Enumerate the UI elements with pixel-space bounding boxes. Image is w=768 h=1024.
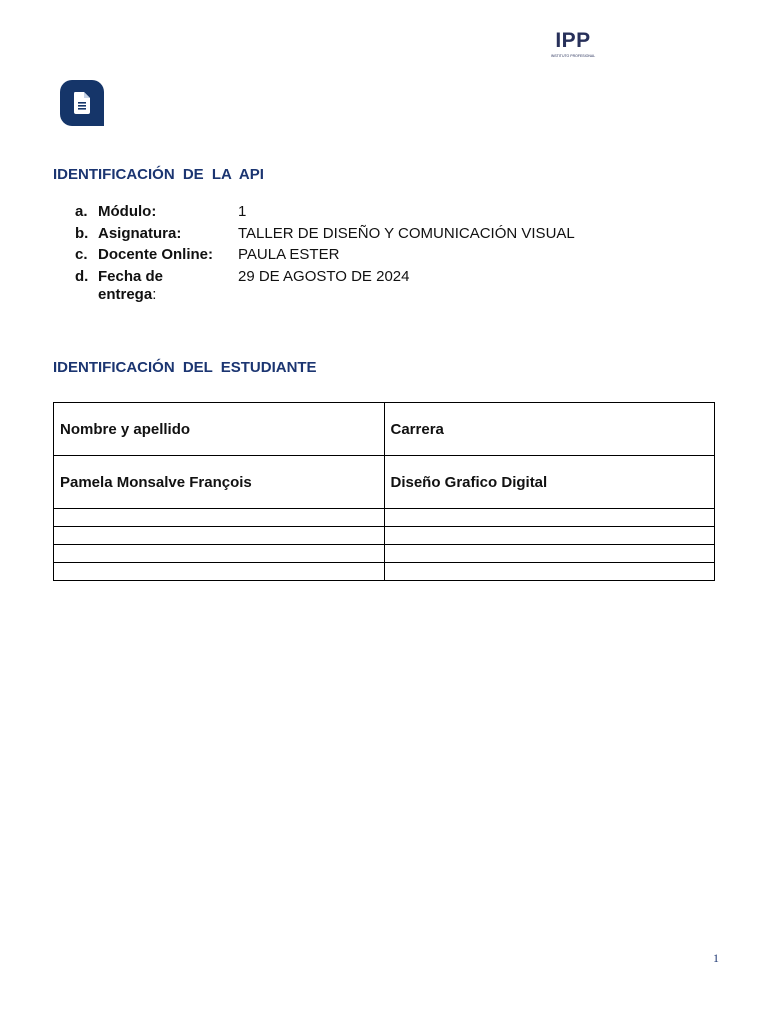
module-label: Módulo: — [98, 203, 157, 220]
list-marker: b. — [75, 224, 89, 242]
institution-logo — [548, 30, 598, 59]
teacher-value: PAULA ESTER — [238, 246, 340, 263]
due-date-label-line2: entrega — [98, 285, 153, 303]
table-row — [54, 509, 715, 527]
document-icon — [73, 92, 91, 114]
table-row — [54, 563, 715, 581]
due-date-label — [98, 268, 238, 304]
list-marker: c. — [75, 246, 88, 263]
document-badge — [60, 80, 104, 126]
teacher-label: Docente Online: — [98, 246, 214, 263]
header-cell-career: Carrera — [384, 403, 715, 456]
table-cell — [54, 545, 385, 563]
subject-value: TALLER DE DISEÑO Y COMUNICACIÓN VISUAL — [238, 224, 575, 242]
table-cell — [54, 509, 385, 527]
table-cell — [384, 563, 715, 581]
header-cell-name: Nombre y apellido — [54, 403, 385, 456]
logo-subtext: INSTITUTO PROFESIONAL — [550, 54, 596, 58]
api-section-title: IDENTIFICACIÓN DE LA API — [53, 166, 264, 183]
due-date-value: 29 DE AGOSTO DE 2024 — [238, 267, 410, 285]
student-section-title: IDENTIFICACIÓN DEL ESTUDIANTE — [53, 359, 317, 376]
info-row-subject — [75, 225, 675, 243]
info-row-teacher — [75, 246, 675, 264]
table-cell — [384, 509, 715, 527]
table-row — [54, 456, 715, 509]
subject-label: Asignatura: — [98, 224, 182, 242]
module-value: 1 — [238, 203, 247, 220]
table-header-row — [54, 403, 715, 456]
due-date-label-colon: : — [152, 285, 157, 303]
list-marker: a. — [75, 203, 88, 220]
student-career-cell: Diseño Grafico Digital — [384, 456, 715, 509]
table-row — [54, 545, 715, 563]
student-name-cell: Pamela Monsalve François — [54, 456, 385, 509]
table-cell — [54, 527, 385, 545]
api-info-list — [75, 203, 675, 307]
due-date-label-line1: Fecha de — [98, 267, 164, 285]
table-cell — [384, 527, 715, 545]
logo-text: IPP — [555, 29, 591, 52]
info-row-due-date — [75, 268, 675, 304]
table-row — [54, 527, 715, 545]
table-cell — [384, 545, 715, 563]
page-number: 1 — [713, 951, 719, 965]
student-table — [53, 402, 715, 581]
info-row-module — [75, 203, 675, 221]
table-cell — [54, 563, 385, 581]
list-marker: d. — [75, 267, 89, 285]
